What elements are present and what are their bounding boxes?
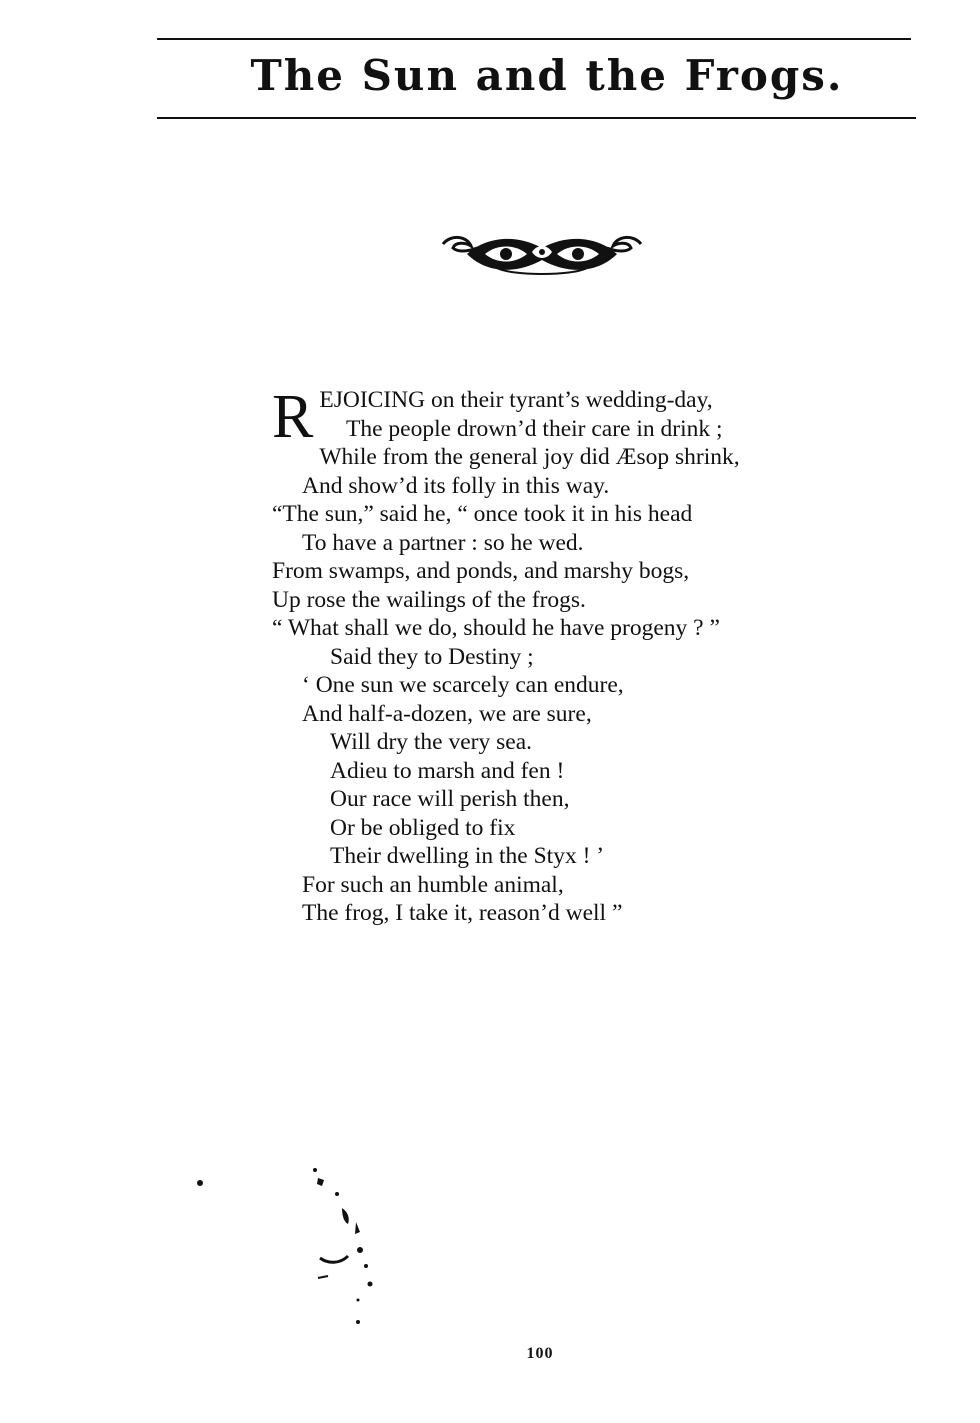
poem-line: For such an humble animal, (302, 871, 564, 898)
poem-line: ‘ One sun we scarcely can endure, (302, 672, 624, 698)
poem-line: While from the general joy did Æsop shrink, (319, 444, 740, 470)
poem-line: “The sun,” said he, “ once took it in his head (272, 501, 693, 527)
poem-line: EJOICING on their tyrant’s wedding-day, (319, 387, 713, 413)
poem-line: Or be obliged to fix (330, 814, 516, 841)
bottom-rule (157, 117, 916, 119)
poem-line: Said they to Destiny ; (330, 643, 534, 670)
poem-line: Adieu to marsh and fen ! (330, 757, 565, 784)
poem (272, 383, 892, 928)
poem-line: The frog, I take it, reason’d well ” (302, 900, 623, 926)
poem-line: Their dwelling in the Styx ! ’ (330, 843, 605, 869)
poem-line: “ What shall we do, should he have progeny ? ” (272, 615, 720, 641)
poem-line: And half-a-dozen, we are sure, (302, 700, 592, 727)
poem-line: Will dry the very sea. (330, 729, 532, 755)
drop-cap: R (272, 383, 314, 451)
page-number: 100 (526, 1345, 554, 1362)
poem-line: The people drown’d their care in drink ; (346, 415, 723, 442)
poem-line: And show’d its folly in this way. (302, 472, 610, 499)
poem-line: To have a partner : so he wed. (302, 529, 584, 556)
ink-stain-marks (170, 1150, 410, 1340)
poem-line: Up rose the wailings of the frogs. (272, 586, 586, 613)
page-title: The Sun and the Frogs. (250, 51, 844, 100)
top-rule (157, 38, 911, 40)
poem-line: From swamps, and ponds, and marshy bogs, (272, 558, 690, 584)
poem-line: Our race will perish then, (330, 786, 570, 812)
floral-ornament-icon (437, 230, 647, 276)
